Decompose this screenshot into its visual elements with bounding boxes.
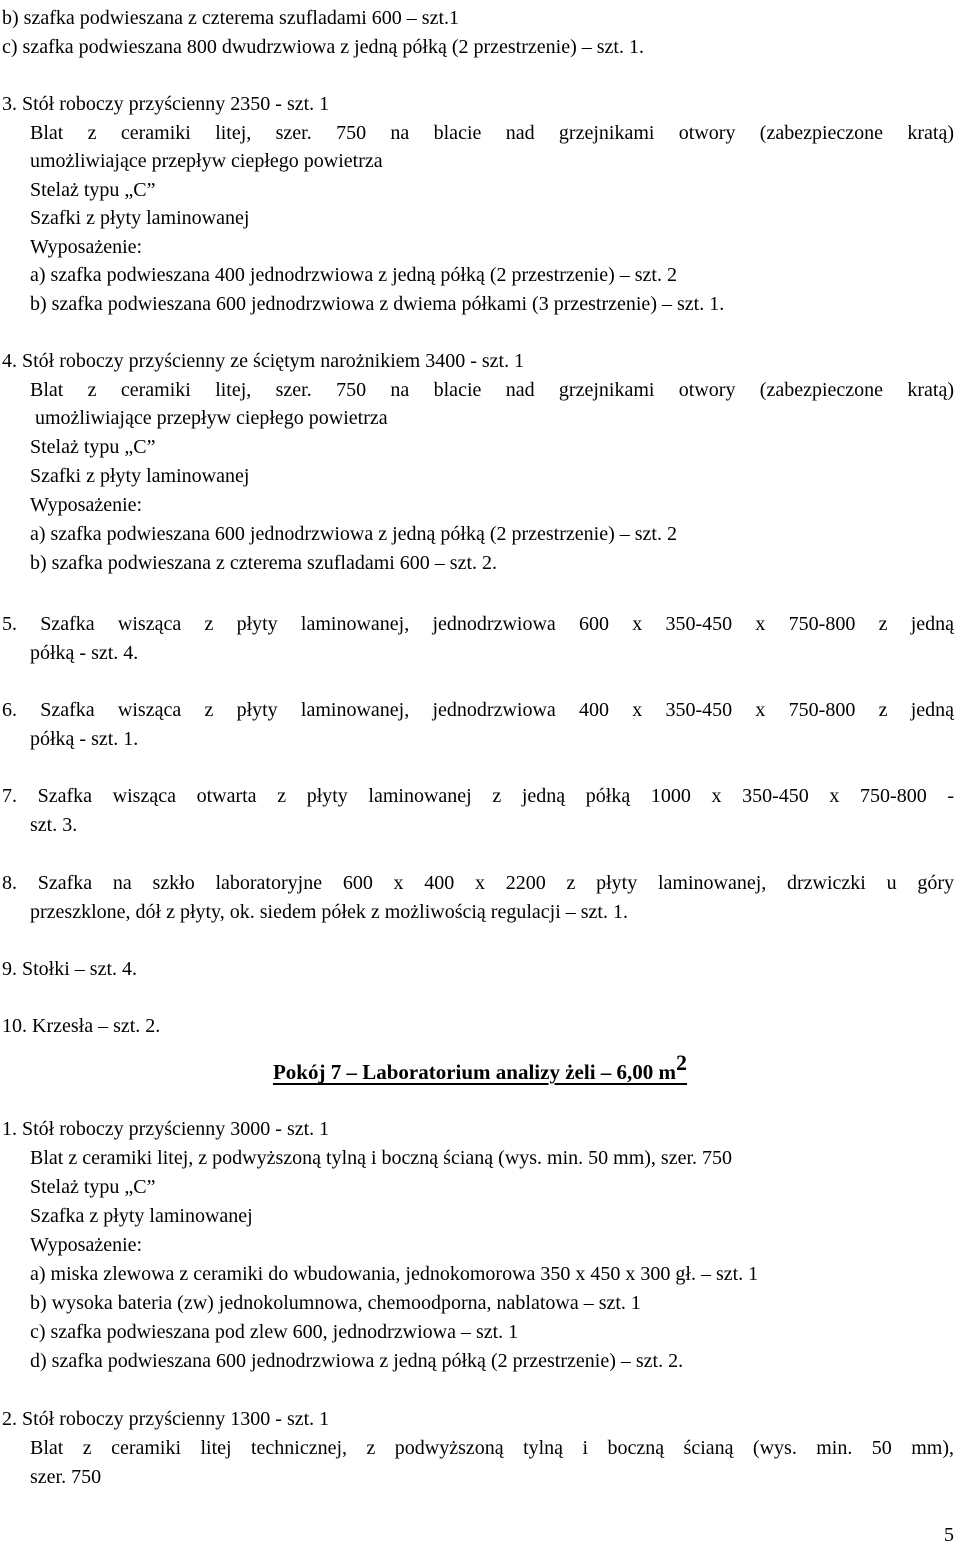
text-line: Blat z ceramiki litej technicznej, z podwyższoną tylną i boczną ścianą (wys. min. 50 mm), xyxy=(30,1437,954,1459)
text-line: Stelaż typu „C” xyxy=(30,1176,156,1198)
text-line: b) szafka podwieszana z czterema szufladami 600 – szt.1 xyxy=(2,7,460,29)
text-line: Blat z ceramiki litej, z podwyższoną tylną i boczną ścianą (wys. min. 50 mm), szer. 750 xyxy=(30,1147,733,1169)
text-line: a) szafka podwieszana 600 jednodrzwiowa z jedną półką (2 przestrzenie) – szt. 2 xyxy=(30,523,677,545)
text-line: d) szafka podwieszana 600 jednodrzwiowa z jedną półką (2 przestrzenie) – szt. 2. xyxy=(30,1350,684,1372)
text-line: a) miska zlewowa z ceramiki do wbudowania, jednokomorowa 350 x 450 x 300 gł. – szt. 1 xyxy=(30,1263,759,1285)
text-line: Szafki z płyty laminowanej xyxy=(30,465,250,487)
text-line: Szafka z płyty laminowanej xyxy=(30,1205,253,1227)
text-line: umożliwiające przepływ ciepłego powietrza xyxy=(30,150,383,172)
text-line: Wyposażenie: xyxy=(30,236,143,258)
text-line: b) wysoka bateria (zw) jednokolumnowa, chemoodporna, nablatowa – szt. 1 xyxy=(30,1292,641,1314)
text-line: szt. 3. xyxy=(30,814,78,836)
text-line: Stelaż typu „C” xyxy=(30,436,156,458)
room-heading-label: Pokój 7 – Laboratorium analizy żeli – 6,00 m xyxy=(272,1060,677,1084)
text-line: przeszklone, dół z płyty, ok. siedem półek z możliwością regulacji – szt. 1. xyxy=(30,901,628,923)
room-heading-text xyxy=(272,1050,688,1084)
text-line: Wyposażenie: xyxy=(30,494,143,516)
text-line: Szafki z płyty laminowanej xyxy=(30,207,250,229)
text-line: Wyposażenie: xyxy=(30,1234,143,1256)
text-line: szer. 750 xyxy=(30,1466,102,1488)
text-line: Stelaż typu „C” xyxy=(30,179,156,201)
room-heading xyxy=(0,1050,960,1086)
item-heading: 3. Stół roboczy przyścienny 2350 - szt. 1 xyxy=(2,93,330,115)
item-heading: 8. Szafka na szkło laboratoryjne 600 x 400 x 2200 z płyty laminowanej, drzwiczki u góry xyxy=(2,872,954,894)
text-line: umożliwiające przepływ ciepłego powietrza xyxy=(35,407,388,429)
item-heading: 6. Szafka wisząca z płyty laminowanej, jednodrzwiowa 400 x 350-450 x 750-800 z jedną xyxy=(2,699,954,721)
text-line: półką - szt. 1. xyxy=(30,728,139,750)
text-line: c) szafka podwieszana pod zlew 600, jednodrzwiowa – szt. 1 xyxy=(30,1321,519,1343)
item-heading: 5. Szafka wisząca z płyty laminowanej, jednodrzwiowa 600 x 350-450 x 750-800 z jedną xyxy=(2,613,954,635)
item-heading: 10. Krzesła – szt. 2. xyxy=(2,1015,161,1037)
text-line: półką - szt. 4. xyxy=(30,642,139,664)
item-heading: 7. Szafka wisząca otwarta z płyty laminowanej z jedną półką 1000 x 350-450 x 750-800 - xyxy=(2,785,954,807)
text-line: c) szafka podwieszana 800 dwudrzwiowa z jedną półką (2 przestrzenie) – szt. 1. xyxy=(2,36,644,58)
text-line: b) szafka podwieszana z czterema szufladami 600 – szt. 2. xyxy=(30,552,498,574)
room-heading-superscript: 2 xyxy=(676,1050,688,1075)
page-number: 5 xyxy=(944,1524,954,1546)
text-line: Blat z ceramiki litej, szer. 750 na blacie nad grzejnikami otwory (zabezpieczone kratą) xyxy=(30,379,954,401)
item-heading: 4. Stół roboczy przyścienny ze ściętym narożnikiem 3400 - szt. 1 xyxy=(2,350,525,372)
text-line: Blat z ceramiki litej, szer. 750 na blacie nad grzejnikami otwory (zabezpieczone kratą) xyxy=(30,122,954,144)
item-heading: 9. Stołki – szt. 4. xyxy=(2,958,138,980)
item-heading: 1. Stół roboczy przyścienny 3000 - szt. 1 xyxy=(2,1118,330,1140)
text-line: a) szafka podwieszana 400 jednodrzwiowa z jedną półką (2 przestrzenie) – szt. 2 xyxy=(30,264,677,286)
item-heading: 2. Stół roboczy przyścienny 1300 - szt. 1 xyxy=(2,1408,330,1430)
text-line: b) szafka podwieszana 600 jednodrzwiowa z dwiema półkami (3 przestrzenie) – szt. 1. xyxy=(30,293,725,315)
